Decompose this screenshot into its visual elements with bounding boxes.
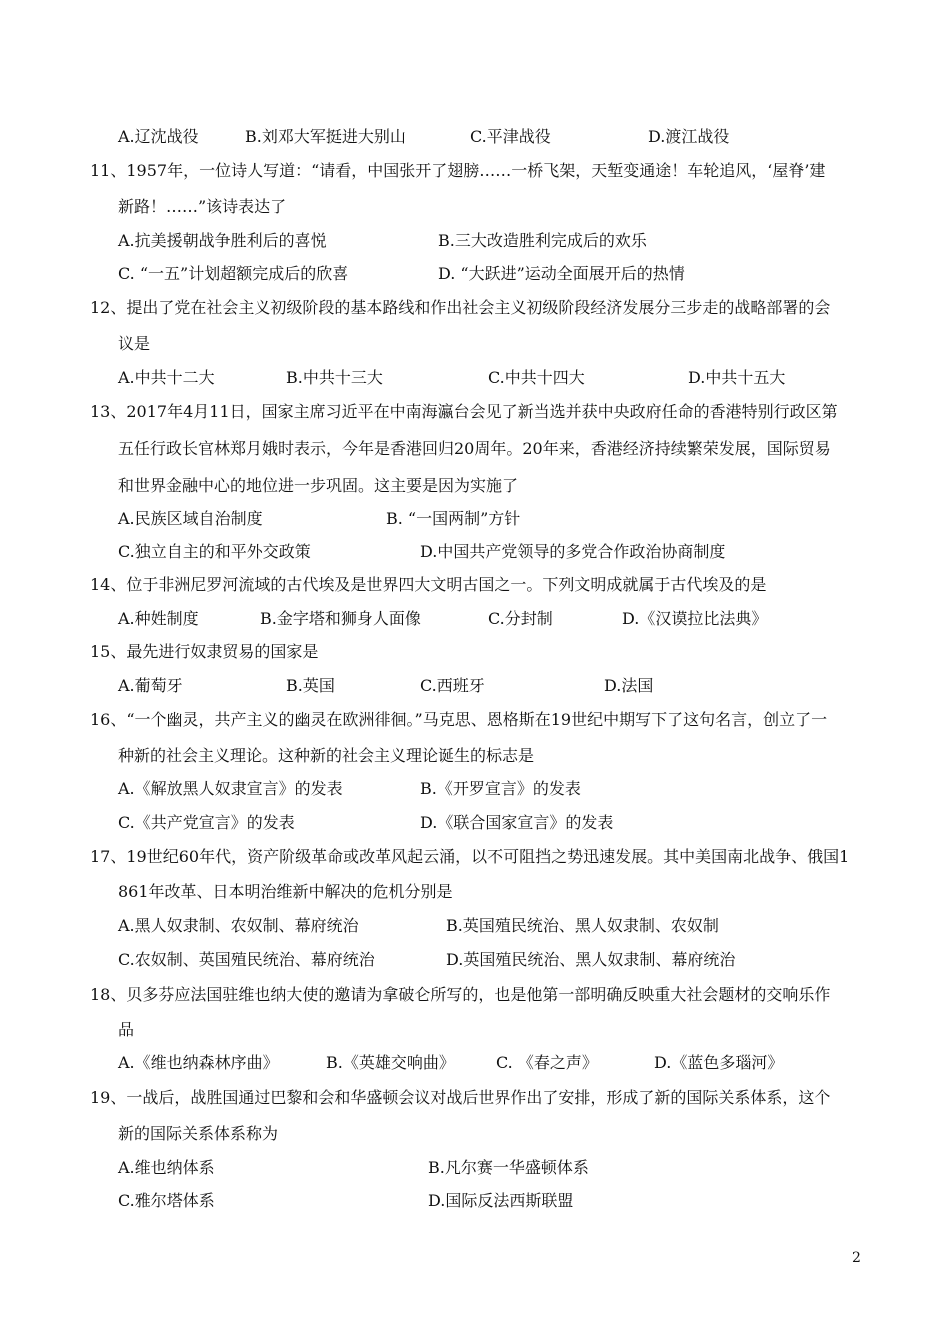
q12-stem: 12、提出了党在社会主义初级阶段的基本路线和作出社会主义初级阶段经济发展分三步走的战略部署的会: [90, 298, 831, 317]
q13-option-b: B. “一国两制”方针: [386, 509, 521, 528]
q16-option-d: D.《联合国家宣言》的发表: [420, 813, 614, 832]
q13-stem: 13、2017年4月11日，国家主席习近平在中南海瀛台会见了新当选并获中央政府任命的香港特别行政区第: [90, 402, 838, 421]
q10-option-b: B.刘邓大军挺进大别山: [245, 127, 406, 146]
q18-option-d: D.《蓝色多瑙河》: [654, 1053, 784, 1072]
q18-stem: 18、贝多芬应法国驻维也纳大使的邀请为拿破仑所写的，也是他第一部明确反映重大社会题材的交响乐作: [90, 985, 831, 1004]
q12-option-d: D.中共十五大: [688, 368, 786, 387]
q17-option-c: C.农奴制、英国殖民统治、幕府统治: [118, 950, 375, 969]
q12-option-a: A.中共十二大: [118, 368, 215, 387]
q16-option-b: B.《开罗宣言》的发表: [420, 779, 581, 798]
q10-option-c: C.平津战役: [470, 127, 551, 146]
q14-option-c: C.分封制: [488, 609, 553, 628]
q13-option-a: A.民族区域自治制度: [118, 509, 263, 528]
q14-option-d: D.《汉谟拉比法典》: [622, 609, 768, 628]
q13-option-d: D.中国共产党领导的多党合作政治协商制度: [420, 542, 726, 561]
q19-option-b: B.凡尔赛一华盛顿体系: [428, 1158, 589, 1177]
q15-option-c: C.西班牙: [420, 676, 485, 695]
q16-stem-cont: 种新的社会主义理论。这种新的社会主义理论诞生的标志是: [118, 746, 535, 765]
q15-option-b: B.英国: [286, 676, 335, 695]
q19-option-c: C.雅尔塔体系: [118, 1191, 215, 1210]
q19-option-d: D.国际反法西斯联盟: [428, 1191, 574, 1210]
q12-stem-cont: 议是: [118, 334, 151, 353]
q12-option-c: C.中共十四大: [488, 368, 585, 387]
q17-stem-cont: 861年改革、日本明治维新中解决的危机分别是: [118, 882, 453, 901]
q14-option-b: B.金字塔和狮身人面像: [260, 609, 421, 628]
q15-option-d: D.法国: [604, 676, 654, 695]
q13-stem-cont2: 和世界金融中心的地位进一步巩固。这主要是因为实施了: [118, 476, 519, 495]
q18-option-b: B.《英雄交响曲》: [326, 1053, 455, 1072]
q16-stem: 16、“一个幽灵，共产主义的幽灵在欧洲徘徊。”马克思、恩格斯在19世纪中期写下了这句名言，创立了一: [90, 710, 828, 729]
q12-option-b: B.中共十三大: [286, 368, 383, 387]
q11-option-c: C. “一五”计划超额完成后的欣喜: [118, 264, 349, 283]
q11-option-d: D. “大跃进”运动全面展开后的热情: [438, 264, 685, 283]
q13-option-c: C.独立自主的和平外交政策: [118, 542, 311, 561]
q16-option-a: A.《解放黑人奴隶宣言》的发表: [118, 779, 343, 798]
q19-stem-cont: 新的国际关系体系称为: [118, 1124, 279, 1143]
page-number: 2: [852, 1250, 861, 1266]
q13-stem-cont: 五任行政长官林郑月娥时表示，今年是香港回归20周年。20年来，香港经济持续繁荣发展，国际贸易: [118, 439, 831, 458]
q11-option-a: A.抗美援朝战争胜利后的喜悦: [118, 231, 327, 250]
q17-option-a: A.黑人奴隶制、农奴制、幕府统治: [118, 916, 359, 935]
q10-option-a: A.辽沈战役: [118, 127, 199, 146]
q14-stem: 14、位于非洲尼罗河流域的古代埃及是世界四大文明古国之一。下列文明成就属于古代埃及的是: [90, 575, 767, 594]
q17-option-d: D.英国殖民统治、黑人奴隶制、幕府统治: [446, 950, 736, 969]
q19-option-a: A.维也纳体系: [118, 1158, 215, 1177]
q14-option-a: A.种姓制度: [118, 609, 199, 628]
q10-option-d: D.渡江战役: [648, 127, 730, 146]
q11-stem-cont: 新路！……”该诗表达了: [118, 197, 287, 216]
q11-option-b: B.三大改造胜利完成后的欢乐: [438, 231, 647, 250]
q19-stem: 19、一战后，战胜国通过巴黎和会和华盛顿会议对战后世界作出了安排，形成了新的国际关系体系，这个: [90, 1088, 831, 1107]
q15-option-a: A.葡萄牙: [118, 676, 183, 695]
q18-option-a: A.《维也纳森林序曲》: [118, 1053, 279, 1072]
q17-option-b: B.英国殖民统治、黑人奴隶制、农奴制: [446, 916, 719, 935]
q16-option-c: C.《共产党宣言》的发表: [118, 813, 295, 832]
q11-stem: 11、1957年，一位诗人写道：“请看，中国张开了翅膀……一桥飞架，天堑变通途！车轮追风，‘屋脊’建: [90, 161, 826, 180]
q18-stem-cont: 品: [118, 1020, 135, 1039]
q17-stem: 17、19世纪60年代，资产阶级革命或改革风起云涌，以不可阻挡之势迅速发展。其中美国南北战争、俄国1: [90, 847, 850, 866]
q18-option-c: C. 《春之声》: [496, 1053, 598, 1072]
q15-stem: 15、最先进行奴隶贸易的国家是: [90, 642, 319, 661]
